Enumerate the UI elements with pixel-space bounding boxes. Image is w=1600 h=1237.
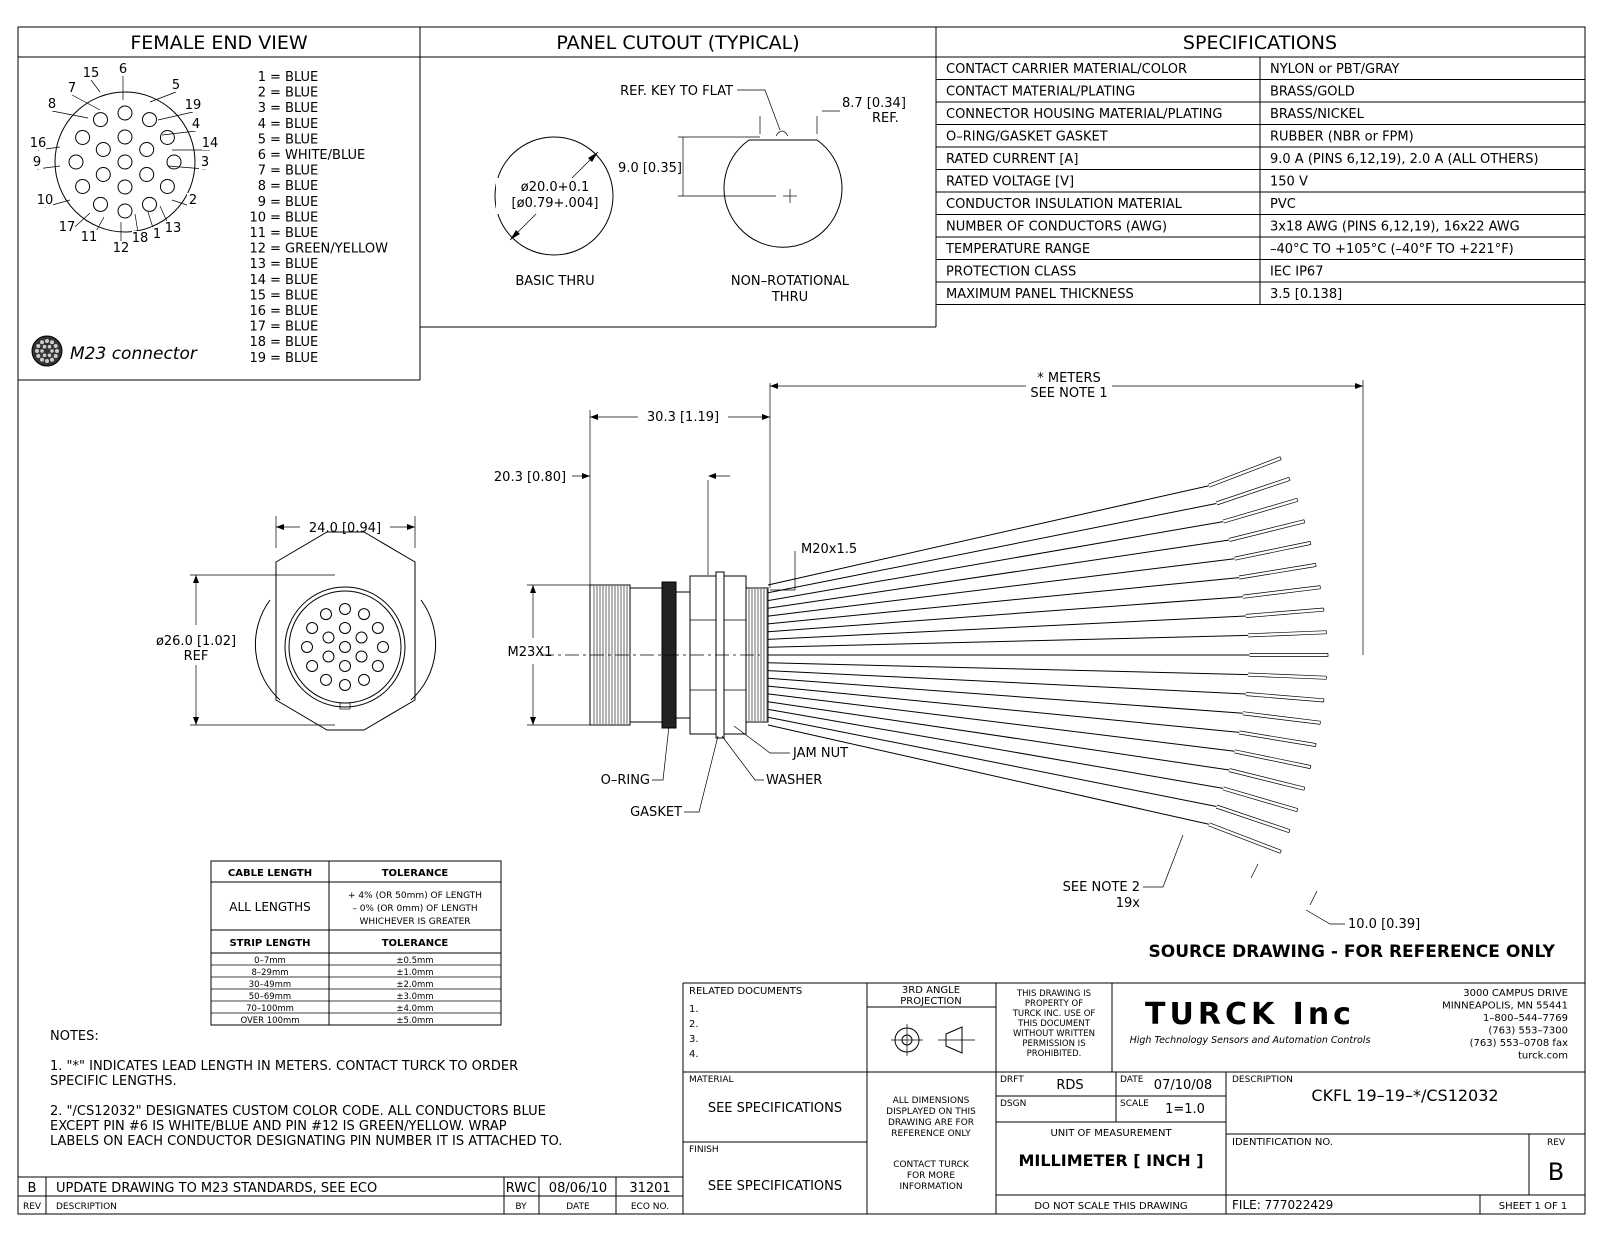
pin-list-number: 11 [249,226,266,241]
stripped-wire-end [1217,480,1290,505]
pin-list-color: = BLUE [270,116,319,132]
spec-key: MAXIMUM PANEL THICKNESS [946,287,1134,302]
stripped-wire-end [1224,501,1298,523]
pin-list-number: 5 [257,132,266,148]
property-notice-line: PERMISSION IS [1022,1039,1086,1049]
pin-socket [94,197,108,211]
pin-list-color: = BLUE [270,226,319,241]
property-notice-line: PROPERTY OF [1024,999,1084,1009]
date-value: 07/10/08 [1153,1078,1213,1093]
spec-value: –40°C TO +105°C (–40°F TO +221°F) [1270,242,1514,257]
wire-lead [768,559,1235,616]
identification-label: IDENTIFICATION NO. [1232,1137,1333,1148]
address-line: (763) 553–0708 fax [1469,1038,1568,1049]
description-header: DESCRIPTION [56,1202,117,1212]
ref-key-label: REF. KEY TO FLAT [620,84,733,99]
address-line: turck.com [1518,1050,1568,1062]
material-label: MATERIAL [689,1075,734,1085]
pin-leader [72,95,100,110]
stripped-wire-end [1248,676,1326,679]
projection-label-2: PROJECTION [900,996,962,1007]
wire-lead [768,597,1243,632]
pin-list-number: 6 [257,148,266,163]
property-notice-line: THIS DOCUMENT [1018,1019,1090,1029]
pin-socket [160,131,174,145]
front-pin [356,632,367,643]
pin-list-color: = BLUE [270,272,319,288]
washer-label: WASHER [766,773,823,788]
front-pin [323,632,334,643]
stripped-wire-end [1235,545,1311,561]
pin-list-number: 1 [257,70,266,85]
stripped-wire-end [1239,734,1316,747]
basic-thru-label: BASIC THRU [515,274,595,289]
strip-length-tolerance: ±0.5mm [396,956,434,966]
body-diameter-ref: REF [183,649,209,664]
source-drawing-note: SOURCE DRAWING - FOR REFERENCE ONLY [1148,942,1555,962]
revision-eco: 31201 [629,1181,671,1196]
file-number: FILE: 777022429 [1232,1198,1334,1212]
stripped-wire-end [1246,611,1324,617]
strip-length-tolerance: ±2.0mm [396,980,434,990]
revision-by: RWC [505,1181,537,1196]
pin-leader [91,80,100,92]
stripped-wire-end [1248,634,1326,637]
spec-value: 150 V [1270,174,1308,190]
stripped-wire-end [1210,460,1282,488]
spec-key: CONDUCTOR INSULATION MATERIAL [946,197,1182,212]
strip-length-tolerance: ±4.0mm [396,1004,434,1014]
side-view [494,383,857,820]
related-docs-label: RELATED DOCUMENTS [689,986,803,997]
pin-list-color: = BLUE [270,101,319,117]
pin-socket [118,204,132,218]
front-view [156,516,436,730]
wire-lead [768,694,1235,751]
finish-label: FINISH [689,1145,719,1155]
front-pin [359,609,370,620]
pin-socket [118,106,132,120]
note-1-line-2: SPECIFIC LENGTHS. [50,1074,177,1089]
front-pin [307,623,318,634]
pin-list-color: = BLUE [270,194,319,210]
spec-value: RUBBER (NBR or FPM) [1270,129,1414,145]
non-rotational-cutout [724,140,842,247]
body-diameter-dim: ø26.0 [1.02] [155,634,237,649]
address-line: MINNEAPOLIS, MN 55441 [1442,1000,1568,1012]
pin-list-number: 2 [257,85,266,101]
drft-label: DRFT [1000,1075,1024,1085]
wire-lead [768,717,1216,806]
note-2-line-1: 2. "/CS12032" DESIGNATES CUSTOM COLOR CODE. ALL CONDUCTORS BLUE [50,1104,546,1119]
pin-list-color: = BLUE [270,304,319,319]
front-pin [372,661,383,672]
strip-length-range: 70–100mm [246,1004,294,1014]
property-notice-line: THIS DRAWING IS [1016,989,1092,999]
strip-length-range: 0–7mm [254,956,286,966]
front-pin [378,642,389,653]
company-name: TURCK Inc [1145,997,1355,1032]
related-doc-4: 4. [689,1049,699,1060]
all-dimensions-note: REFERENCE ONLY [891,1129,971,1139]
wire-lead [768,578,1239,624]
cutout-diameter: ø20.0+0.1 [520,180,590,195]
pin-list-number: 18 [249,335,266,351]
flat-width-ref: REF. [872,111,899,126]
spec-value: BRASS/GOLD [1270,84,1355,100]
scale-label: SCALE [1120,1099,1149,1109]
pin-list-color: = BLUE [270,179,319,195]
pin-list-number: 9 [257,194,266,210]
front-pin [340,661,351,672]
revision-block [18,1177,683,1214]
contact-note: CONTACT TURCK [893,1160,969,1170]
notes-title: NOTES: [50,1029,99,1044]
notes-section [50,1029,562,1149]
pin-list-number: 14 [249,272,266,288]
stripped-wire-end [1230,523,1305,542]
revision-letter: B [27,1181,37,1196]
wire-lead [768,671,1246,694]
spec-value: IEC IP67 [1270,264,1324,280]
pin-number-label: 16 [29,136,47,151]
pin-socket [96,168,110,182]
pin-list-number: 3 [257,101,266,117]
pin-socket [140,143,154,157]
pin-list-number: 13 [249,257,266,273]
stripped-wire-end [1239,567,1316,580]
meters-label: * METERS [1037,371,1101,386]
jam-nut-label: JAM NUT [793,746,849,761]
spec-key: O–RING/GASKET GASKET [946,129,1108,145]
drft-value: RDS [1056,1078,1084,1093]
front-pin [340,680,351,691]
non-rotational-thru: THRU [771,290,809,305]
pin-number-label: 13 [164,221,182,236]
pin-socket [118,180,132,194]
pin-socket [143,197,157,211]
contact-note: FOR MORE [906,1171,956,1181]
pin-list-color: = GREEN/YELLOW [270,241,388,257]
pin-list-number: 10 [249,210,266,226]
panel-cutout-title: PANEL CUTOUT (TYPICAL) [556,32,800,54]
pin-number-label: 8 [47,97,57,112]
pin-number-label: 19 [184,98,202,113]
pin-list-color: = BLUE [270,132,319,148]
pin-number-label: 2 [188,193,198,208]
pin-face-diagram [30,62,219,256]
date-header: DATE [566,1202,590,1212]
finish-value: SEE SPECIFICATIONS [707,1179,843,1194]
wire-leads [768,457,1328,854]
m23-connector-icon [32,336,62,366]
rev-header: REV [22,1202,42,1212]
third-angle-projection-icon [891,1024,975,1056]
pin-list-color: = BLUE [270,350,319,366]
o-ring-label: O–RING [600,773,650,788]
pin-list-number: 12 [249,241,266,257]
pin-number-label: 4 [191,117,201,132]
pin-number-label: 5 [171,78,181,93]
wire-lead [768,616,1246,639]
pin-number-label: 18 [131,231,149,246]
note-2-line-2: EXCEPT PIN #6 IS WHITE/BLUE AND PIN #12 IS GREEN/YELLOW. WRAP [50,1119,507,1134]
spec-key: RATED CURRENT [A] [946,152,1079,167]
revision-description: UPDATE DRAWING TO M23 STANDARDS, SEE ECO [56,1181,378,1196]
pin-list-number: 17 [249,319,266,335]
meters-note: SEE NOTE 1 [1030,386,1108,401]
pin-leader [150,92,176,102]
rev-value: B [1547,1158,1565,1186]
pin-socket [96,143,110,157]
all-dimensions-note: DRAWING ARE FOR [887,1118,975,1128]
cable-tol-1: + 4% (OR 50mm) OF LENGTH [347,891,483,901]
panel-cutout-panel [420,27,936,327]
stripped-wire-end [1223,790,1297,812]
spec-key: CONTACT MATERIAL/PLATING [946,84,1136,100]
m23-thread-label: M23X1 [507,645,553,660]
pin-socket [76,180,90,194]
pin-leader [52,111,88,118]
specifications-title: SPECIFICATIONS [1182,32,1338,54]
strip-length-dim: 10.0 [0.39] [1348,917,1421,932]
wire-lead [768,663,1248,675]
see-note-2-label: SEE NOTE 2 [1062,880,1140,895]
note-2-line-3: LABELS ON EACH CONDUCTOR DESIGNATING PIN NUMBER IT IS ATTACHED TO. [50,1134,563,1149]
stripped-wire-end [1229,772,1304,791]
stripped-wire-end [1246,696,1324,702]
front-pin [307,661,318,672]
pin-list-color: = BLUE [270,163,319,179]
pin-socket [160,180,174,194]
pin-list-color: = BLUE [270,70,319,85]
spec-key: NUMBER OF CONDUCTORS (AWG) [946,219,1168,235]
strip-length-range: 8–29mm [251,968,289,978]
pin-socket [94,113,108,127]
strip-length-tolerance: ±3.0mm [396,992,434,1002]
pin-list-color: = BLUE [270,210,319,226]
scale-value: 1=1.0 [1165,1102,1205,1117]
contact-note: INFORMATION [899,1182,963,1192]
address-line: 3000 CAMPUS DRIVE [1463,988,1568,999]
spec-value: BRASS/NICKEL [1270,107,1364,122]
wire-count-label: 19x [1115,896,1140,911]
pin-number-label: 14 [201,136,219,151]
unit-label: UNIT OF MEASUREMENT [1050,1128,1172,1139]
front-pin [340,623,351,634]
front-pin [340,642,351,653]
pin-socket [118,155,132,169]
spec-value: PVC [1270,197,1296,212]
pin-number-label: 1 [152,227,162,242]
all-dimensions-note: DISPLAYED ON THIS [886,1107,976,1117]
tolerance-table [211,861,501,1026]
cable-tol-2: – 0% (OR 0mm) OF LENGTH [352,904,478,914]
pin-list-color: = BLUE [270,288,319,304]
unit-value: MILLIMETER [ INCH ] [1018,1151,1204,1170]
front-pin [372,623,383,634]
female-end-view-title: FEMALE END VIEW [130,32,308,54]
pin-number-label: 7 [67,81,77,96]
spec-key: RATED VOLTAGE [V] [946,174,1075,190]
length-20-3-dim: 20.3 [0.80] [493,470,567,485]
front-pin [359,674,370,685]
property-notice-line: WITHOUT WRITTEN [1012,1029,1096,1039]
pin-list-number: 19 [249,350,266,366]
turck-logo [1145,997,1355,1032]
stripped-wire-end [1208,826,1280,854]
description-label: DESCRIPTION [1232,1075,1293,1085]
related-doc-3: 3. [689,1034,699,1045]
pin-list-color: = BLUE [270,85,319,101]
gasket-label: GASKET [630,805,682,820]
pin-number-label: 9 [32,155,42,170]
pin-list-number: 4 [257,116,266,132]
cable-tol-3: WHICHEVER IS GREATER [359,917,471,927]
front-pin [302,642,313,653]
rev-label: REV [1546,1138,1566,1148]
pin-number-label: 15 [82,66,100,81]
spec-key: CONTACT CARRIER MATERIAL/COLOR [946,62,1188,77]
non-rotational-label: NON–ROTATIONAL [730,274,850,289]
pin-list-number: 15 [249,288,266,304]
pin-socket [140,168,154,182]
spec-key: PROTECTION CLASS [946,264,1077,280]
address-line: 1–800–544–7769 [1483,1013,1568,1024]
connector-drawing [156,371,1556,962]
spec-value: 9.0 A (PINS 6,12,19), 2.0 A (ALL OTHERS) [1270,152,1539,167]
note-1-line-1: 1. "*" INDICATES LEAD LENGTH IN METERS. CONTACT TURCK TO ORDER [50,1059,519,1074]
flat-width-dim: 8.7 [0.34] [842,96,906,111]
spec-key: TEMPERATURE RANGE [946,242,1091,257]
pin-list-color: = BLUE [270,257,319,273]
title-block [683,983,1585,1214]
eco-header: ECO NO. [630,1202,670,1212]
wire-lead [768,635,1248,647]
front-pin [321,674,332,685]
spec-value: NYLON or PBT/GRAY [1270,62,1400,77]
material-value: SEE SPECIFICATIONS [707,1101,843,1116]
related-doc-2: 2. [689,1019,699,1030]
length-30-3-dim: 30.3 [1.19] [646,410,720,425]
pin-color-list [249,70,388,366]
cable-length-header: CABLE LENGTH [227,868,313,879]
front-pin [323,651,334,662]
specifications-table [936,32,1585,305]
pin-socket [76,131,90,145]
pin-list-number: 16 [249,304,266,319]
do-not-scale-note: DO NOT SCALE THIS DRAWING [1034,1201,1188,1212]
dsgn-label: DSGN [1000,1099,1027,1109]
hex-width-dim: 24.0 [0.94] [308,521,382,536]
cutout-diameter-inch: [ø0.79+.004] [511,196,599,211]
pin-number-label: 12 [112,241,130,256]
pin-list-number: 7 [257,163,266,179]
sheet-number: SHEET 1 OF 1 [1498,1201,1568,1212]
all-dimensions-note: ALL DIMENSIONS [892,1096,970,1106]
pin-number-label: 17 [58,220,76,235]
flat-height-dim: 9.0 [0.35] [618,161,682,176]
strip-length-range: 50–69mm [248,992,292,1002]
wire-lead [768,678,1243,713]
revision-date: 08/06/10 [548,1181,608,1196]
pin-number-label: 3 [200,155,210,170]
pin-socket [69,155,83,169]
pin-number-label: 6 [118,62,128,77]
front-pin [340,604,351,615]
strip-length-tolerance: ±5.0mm [396,1016,434,1026]
all-lengths-label: ALL LENGTHS [229,900,311,914]
front-pin [321,609,332,620]
m23-connector-label: M23 connector [70,344,197,364]
cable-tolerance-header: TOLERANCE [381,868,449,879]
pin-number-label: 11 [80,230,98,245]
pin-socket [118,130,132,144]
strip-length-header: STRIP LENGTH [229,938,311,949]
property-notice-line: PROHIBITED. [1026,1049,1082,1059]
pin-list-color: = WHITE/BLUE [270,148,366,163]
company-tagline: High Technology Sensors and Automation Controls [1129,1035,1371,1046]
stripped-wire-end [1216,808,1289,833]
pin-socket [143,113,157,127]
m20-thread-label: M20x1.5 [801,542,858,557]
related-doc-1: 1. [689,1004,699,1015]
pin-number-label: 10 [36,193,54,208]
address-line: (763) 553–7300 [1488,1025,1568,1037]
strip-length-range: 30–49mm [248,980,292,990]
wire-lead [768,686,1239,732]
by-header: BY [515,1202,527,1212]
pin-list-color: = BLUE [270,319,319,335]
description-value: CKFL 19–19–*/CS12032 [1311,1086,1499,1105]
strip-length-tolerance: ±1.0mm [396,968,434,978]
property-notice-line: TURCK INC. USE OF [1012,1009,1096,1019]
spec-value: 3.5 [0.138] [1270,287,1343,302]
strip-length-range: OVER 100mm [240,1016,300,1026]
stripped-wire-end [1234,753,1310,769]
projection-label-1: 3RD ANGLE [901,985,961,996]
spec-value: 3x18 AWG (PINS 6,12,19), 16x22 AWG [1270,219,1520,235]
pin-list-number: 8 [257,179,266,195]
spec-key: CONNECTOR HOUSING MATERIAL/PLATING [946,107,1223,122]
pin-list-color: = BLUE [270,335,319,351]
strip-tolerance-header: TOLERANCE [381,938,449,949]
front-pin [356,651,367,662]
date-label: DATE [1120,1075,1144,1085]
